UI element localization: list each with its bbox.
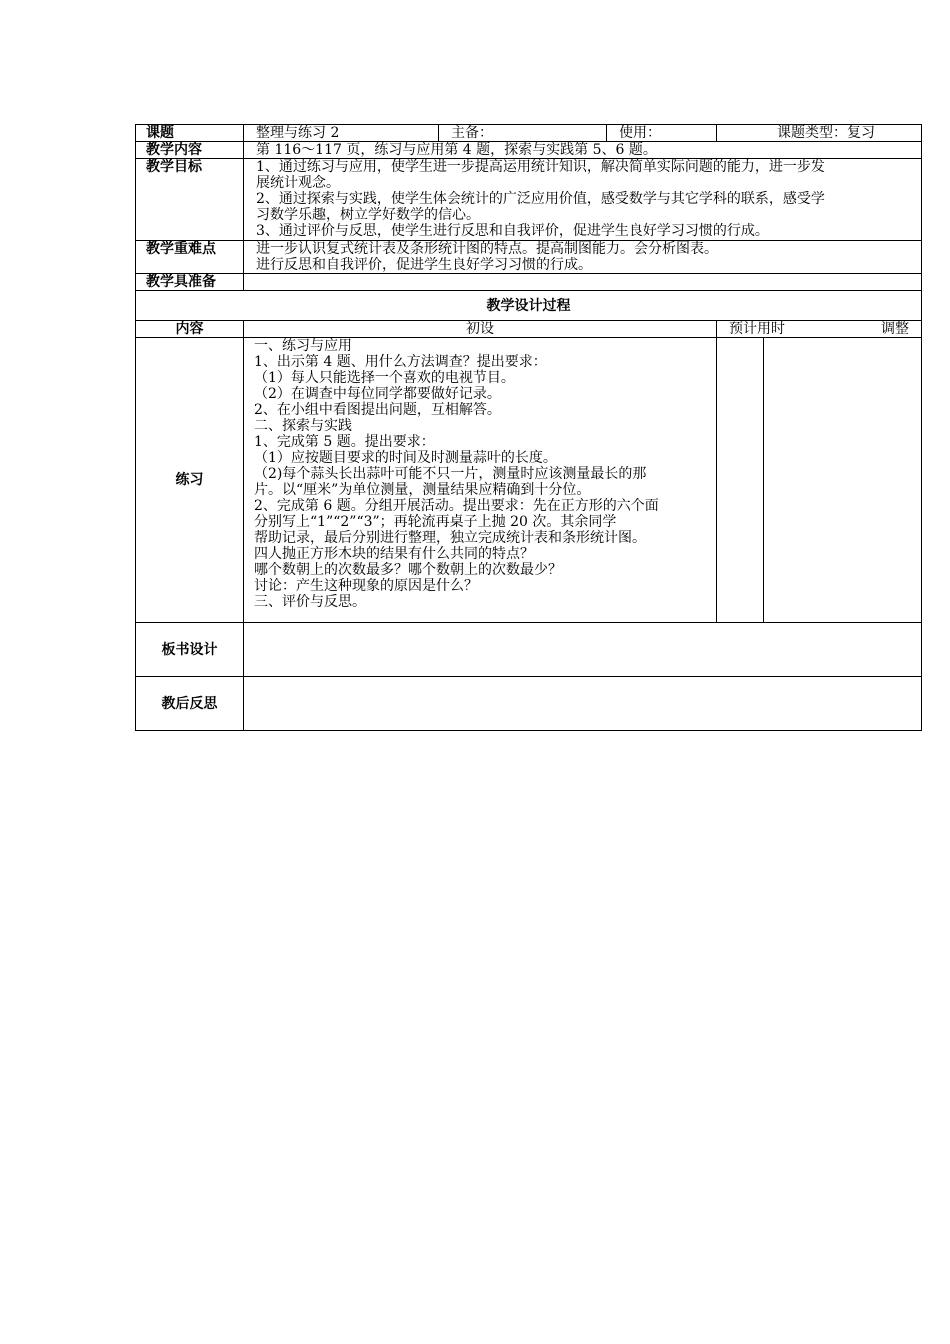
goals-line: 习数学乐趣，树立学好数学的信心。: [256, 207, 480, 223]
tools-row: [136, 274, 922, 291]
practice-line: （2)每个蒜头长出蒜叶可能不只一片，测量时应该测量最长的那: [254, 466, 647, 482]
practice-line: 2、在小组中看图提出问题，互相解答。: [254, 402, 501, 418]
tools-value: [244, 274, 922, 291]
goals-line: 展统计观念。: [256, 175, 340, 191]
process-heading-row: [136, 291, 922, 321]
practice-line: 二、探索与实践: [254, 418, 352, 434]
practice-time-cell: [717, 338, 764, 623]
practice-label: 练习: [136, 338, 244, 623]
content-value: 第 116～117 页，练习与应用第 4 题，探索与实践第 5、6 题。: [244, 142, 922, 159]
tools-label: 教学具准备: [136, 274, 244, 291]
practice-line: 四人抛正方形木块的结果有什么共同的特点？: [254, 546, 534, 562]
difficulties-label: 教学重难点: [136, 241, 244, 274]
course-row: [136, 125, 922, 142]
board-content: [244, 623, 922, 677]
practice-text: [244, 338, 717, 623]
difficulties-line: 进行反思和自我评价，促进学生良好学习习惯的行成。: [256, 257, 592, 273]
col-draft-header: 初设: [244, 321, 717, 338]
course-label: 课题: [136, 125, 244, 142]
practice-line: 一、练习与应用: [254, 338, 352, 354]
practice-line: 三、评价与反思。: [254, 594, 366, 610]
process-columns-row: [136, 321, 922, 338]
practice-line: （1）应按题目要求的时间及时测量蒜叶的长度。: [254, 450, 557, 466]
lesson-plan-table: [135, 124, 922, 731]
preparer-label: 主备：: [439, 125, 607, 142]
practice-line: 帮助记录，最后分别进行整理，独立完成统计表和条形统计图。: [254, 530, 646, 546]
difficulties-row: [136, 241, 922, 274]
practice-line: （1）每人只能选择一个喜欢的电视节目。: [254, 370, 515, 386]
course-value: 整理与练习 2: [244, 125, 439, 142]
difficulties-text: [244, 241, 922, 274]
practice-line: 哪个数朝上的次数最多？哪个数朝上的次数最少？: [254, 562, 562, 578]
col-adjust-header: 调整: [881, 321, 909, 337]
practice-line: 片。以“厘米”为单位测量，测量结果应精确到十分位。: [254, 482, 591, 498]
col-time-header: 预计用时: [729, 321, 785, 337]
reflection-content: [244, 677, 922, 731]
goals-text: [244, 159, 922, 241]
content-label: 教学内容: [136, 142, 244, 159]
time-adjust-headers: [717, 321, 922, 338]
practice-line: 1、出示第 4 题、用什么方法调查？提出要求：: [254, 354, 547, 370]
process-title: 教学设计过程: [136, 291, 922, 321]
practice-line: 1、完成第 5 题。提出要求：: [254, 434, 435, 450]
user-label: 使用：: [607, 125, 717, 142]
reflection-row: [136, 677, 922, 731]
board-label: 板书设计: [136, 623, 244, 677]
practice-adjust-cell: [764, 338, 922, 623]
practice-row: [136, 338, 922, 623]
board-row: [136, 623, 922, 677]
content-row: [136, 142, 922, 159]
goals-row: [136, 159, 922, 241]
reflection-label: 教后反思: [136, 677, 244, 731]
goals-line: 2、通过探索与实践，使学生体会统计的广泛应用价值，感受数学与其它学科的联系，感受学: [256, 191, 825, 207]
lesson-plan-sheet: [135, 124, 921, 731]
goals-line: 3、通过评价与反思，使学生进行反思和自我评价，促进学生良好学习习惯的行成。: [256, 223, 769, 239]
lesson-type: 课题类型：复习: [717, 125, 922, 142]
practice-line: 讨论：产生这种现象的原因是什么？: [254, 578, 478, 594]
difficulties-line: 进一步认识复式统计表及条形统计图的特点。提高制图能力。会分析图表。: [256, 241, 718, 257]
practice-line: 2、完成第 6 题。分组开展活动。提出要求：先在正方形的六个面: [254, 498, 659, 514]
goals-line: 1、通过练习与应用，使学生进一步提高运用统计知识，解决简单实际问题的能力，进一步发: [256, 159, 825, 175]
goals-label: 教学目标: [136, 159, 244, 241]
practice-line: 分别写上“1”“2”“3”；再轮流再桌子上抛 20 次。其余同学: [254, 514, 617, 530]
practice-line: （2）在调查中每位同学都要做好记录。: [254, 386, 501, 402]
col-content-header: 内容: [136, 321, 244, 338]
